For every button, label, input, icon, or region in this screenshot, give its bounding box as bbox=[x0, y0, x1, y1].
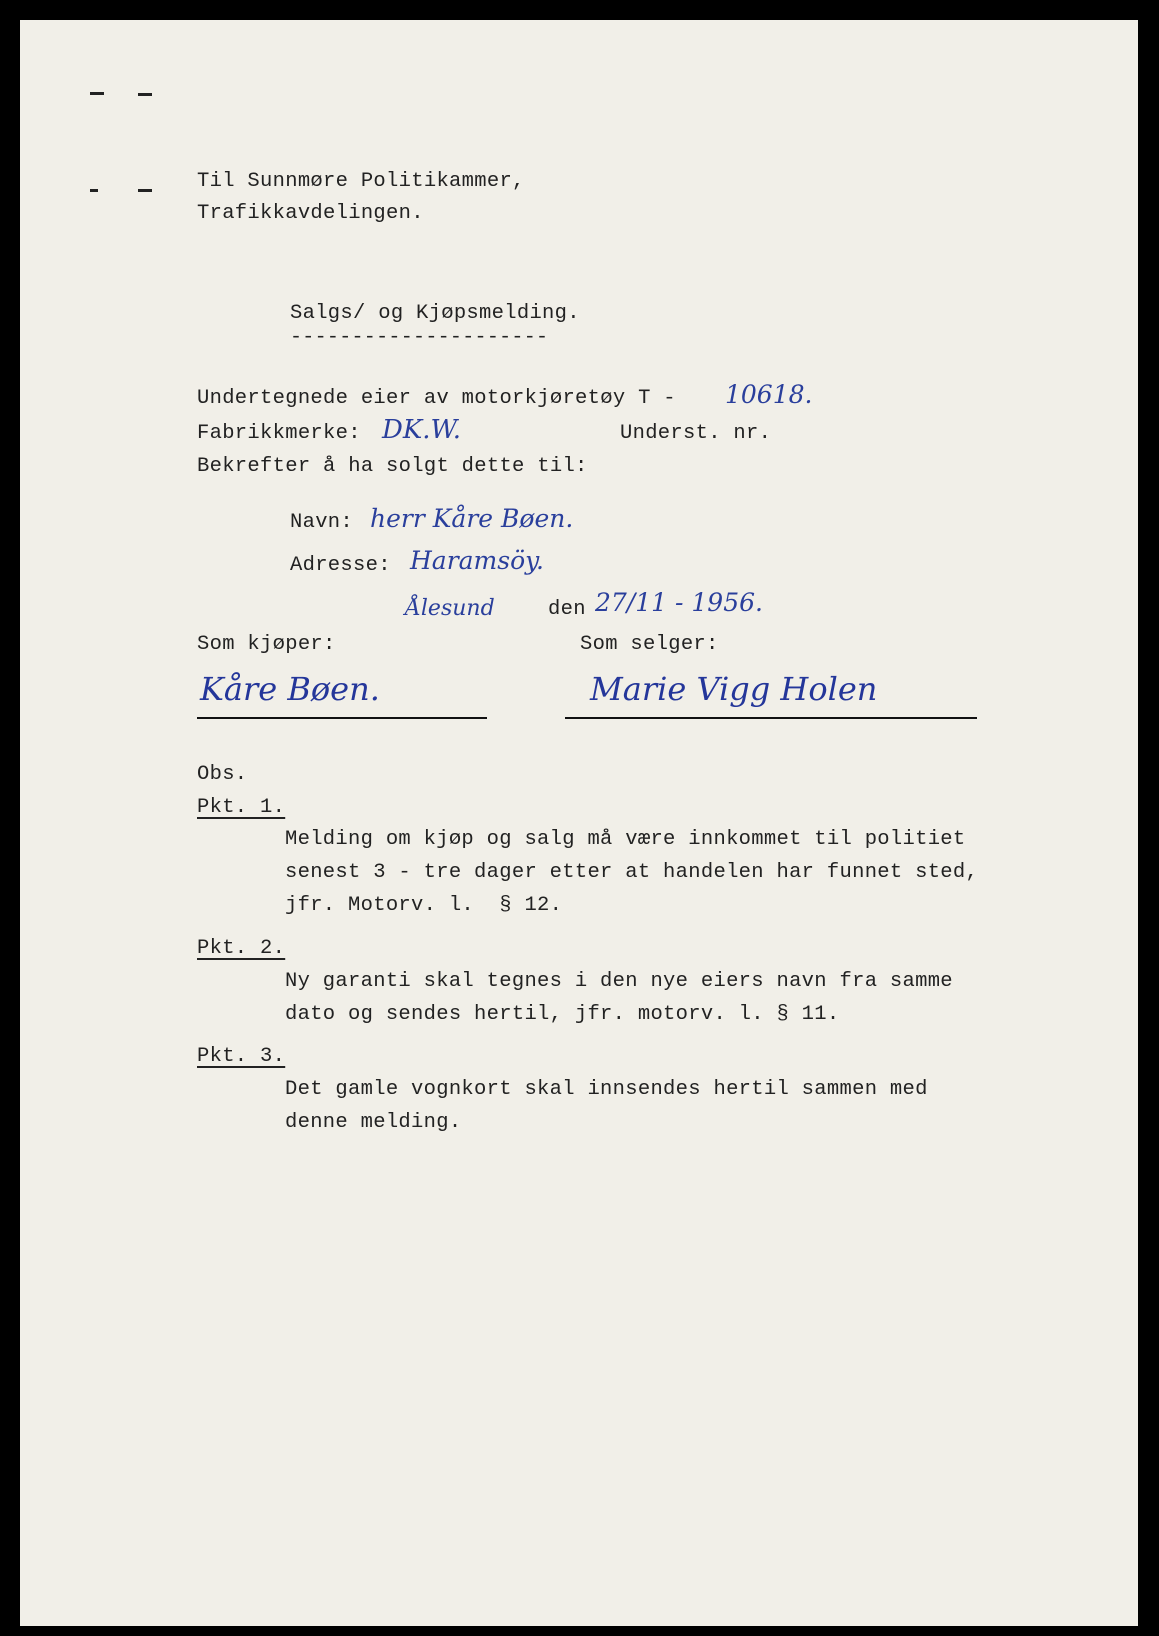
title-rule: --------------------- bbox=[290, 326, 549, 349]
point-1-line-1: Melding om kjøp og salg må være innkommet til politiet bbox=[285, 828, 966, 851]
point-3-line-1: Det gamle vognkort skal innsendes hertil sammen med bbox=[285, 1078, 928, 1101]
point-3-line-2: denne melding. bbox=[285, 1111, 462, 1134]
obs-label: Obs. bbox=[197, 763, 248, 786]
buyer-label: Som kjøper: bbox=[197, 633, 336, 656]
address-value: Haramsöy. bbox=[410, 546, 544, 575]
seller-signature-line bbox=[565, 717, 977, 719]
make-value: DK.W. bbox=[382, 415, 461, 445]
seller-signature: Marie Vigg Holen bbox=[590, 670, 878, 708]
recipient-line-1: Til Sunnmøre Politikammer, bbox=[197, 170, 525, 193]
margin-mark bbox=[138, 189, 152, 192]
make-label: Fabrikkmerke: bbox=[197, 422, 361, 445]
buyer-signature: Kåre Bøen. bbox=[200, 670, 380, 708]
plate-number: 10618. bbox=[725, 380, 813, 409]
seller-label: Som selger: bbox=[580, 633, 719, 656]
margin-mark bbox=[90, 92, 104, 95]
place-value: Ålesund bbox=[405, 596, 495, 621]
address-label: Adresse: bbox=[290, 554, 391, 577]
point-2-label: Pkt. 2. bbox=[197, 937, 286, 960]
point-1-label: Pkt. 1. bbox=[197, 796, 286, 819]
sold-to-label: Bekrefter å ha solgt dette til: bbox=[197, 455, 588, 478]
document-page bbox=[20, 20, 1138, 1626]
document-title: Salgs/ og Kjøpsmelding. bbox=[290, 302, 580, 325]
point-1-line-3: jfr. Motorv. l. § 12. bbox=[285, 894, 563, 917]
chassis-label: Underst. nr. bbox=[620, 422, 772, 445]
date-label: den bbox=[548, 598, 586, 621]
point-1-line-2: senest 3 - tre dager etter at handelen har funnet sted, bbox=[285, 861, 979, 884]
name-label: Navn: bbox=[290, 511, 354, 534]
margin-mark bbox=[138, 93, 152, 96]
date-value: 27/11 - 1956. bbox=[595, 588, 763, 617]
buyer-signature-line bbox=[197, 717, 487, 719]
point-2-line-2: dato og sendes hertil, jfr. motorv. l. § 11. bbox=[285, 1003, 840, 1026]
recipient-line-2: Trafikkavdelingen. bbox=[197, 202, 424, 225]
margin-mark bbox=[90, 189, 98, 192]
point-3-label: Pkt. 3. bbox=[197, 1045, 286, 1068]
name-value: herr Kåre Bøen. bbox=[370, 504, 574, 533]
point-2-line-1: Ny garanti skal tegnes i den nye eiers navn fra samme bbox=[285, 970, 953, 993]
owner-label: Undertegnede eier av motorkjøretøy T - bbox=[197, 387, 676, 410]
